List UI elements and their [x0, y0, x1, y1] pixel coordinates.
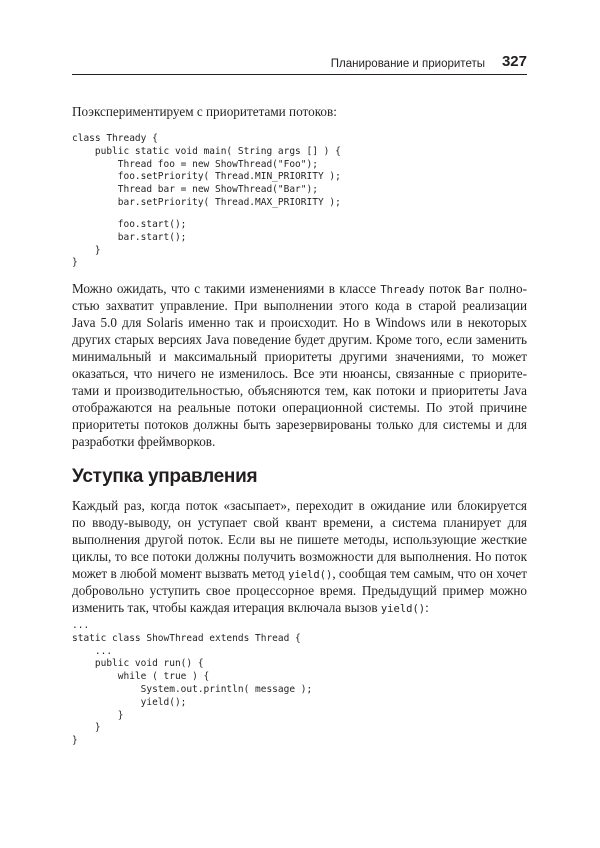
code-line: yield();: [72, 696, 187, 708]
body-paragraph-priorities: [72, 280, 527, 450]
section-heading: Уступка управления: [72, 466, 258, 487]
paragraph-line: выполнения другой поток. Если вы не пишете методы, использующие жесткие: [72, 532, 527, 547]
code-line: }: [72, 257, 78, 269]
code-line: }: [72, 709, 124, 721]
paragraph-line: изменить так, чтобы каждая итерация включала вызов yield():: [72, 600, 429, 615]
inline-code-bar: Bar: [465, 284, 485, 296]
code-line: Thread bar = new ShowThread("Bar");: [72, 184, 318, 196]
paragraph-line: разработки фреймворков.: [72, 434, 216, 449]
paragraph-line: оказаться, что ничего не изменилось. Все эти нюансы, связанные с приорите-: [72, 366, 527, 381]
code-line: bar.setPriority( Thread.MAX_PRIORITY );: [72, 196, 341, 208]
paragraph-line: тами и производительностью, объясняются тем, как потоки и приоритеты Java: [72, 383, 527, 398]
code-line: bar.start();: [72, 231, 187, 243]
paragraph-line: циклы, то все потоки должны получить возможности для выполнения. Но поток: [72, 549, 527, 564]
code-line: System.out.println( message );: [72, 683, 313, 695]
code-line: public static void main( String args [] ) {: [72, 145, 341, 157]
code-line: foo.setPriority( Thread.MIN_PRIORITY );: [72, 171, 341, 183]
intro-sentence: Поэкспериментируем с приоритетами потоков:: [72, 104, 337, 119]
code-line: public void run() {: [72, 658, 204, 670]
body-paragraph-yield: [72, 497, 527, 616]
code-line: }: [72, 722, 101, 734]
running-header-title: Планирование и приоритеты: [330, 58, 485, 70]
code-line: foo.start();: [72, 219, 187, 230]
paragraph-line: по вводу-выводу, он уступает свой квант времени, а система планирует для: [72, 515, 527, 530]
paragraph-line: Можно ожидать, что с такими изменениями в классе Thready поток Bar полно-: [72, 281, 527, 296]
running-header: [72, 53, 527, 75]
paragraph-line: добровольно уступить свое процессорное время. Предыдущий пример можно: [72, 583, 527, 598]
header-rule: [72, 74, 527, 75]
paragraph-line: Каждый раз, когда поток «засыпает», переходит в ожидание или блокируется: [72, 498, 527, 513]
code-line: static class ShowThread extends Thread {: [72, 632, 301, 644]
paragraph-line: отображаются на реальные потоки операционной системы. По этой причине: [72, 400, 527, 415]
code-line: class Thready {: [72, 133, 158, 144]
inline-code-yield: yield(): [380, 603, 426, 615]
paragraph-line: Java 5.0 для Solaris именно так и происходит. Но в Windows или в некоторых: [72, 315, 527, 330]
code-line: }: [72, 735, 78, 747]
code-line: while ( true ) {: [72, 671, 210, 683]
paragraph-line: может в любой момент вызвать метод yield(), сообщая тем самым, что он хочет: [72, 566, 527, 581]
code-line: ...: [72, 645, 113, 657]
code-listing-showthread: [72, 620, 312, 748]
page-number: 327: [501, 53, 527, 70]
paragraph-line: приоритеты потоков должны быть зарезервированы только для системы и для: [72, 417, 527, 432]
inline-code-thready: Thready: [380, 284, 425, 296]
code-line: ...: [72, 620, 90, 631]
paragraph-line: стью захватит управление. При выполнении этого кода в старой реализации: [72, 298, 527, 313]
code-line: }: [72, 244, 101, 256]
paragraph-line: минимальный и максимальный приоритеты другими значениями, то может: [72, 349, 527, 364]
inline-code-yield: yield(): [288, 569, 333, 581]
code-line: Thread foo = new ShowThread("Foo");: [72, 158, 318, 170]
code-listing-thready-part2: [72, 219, 186, 270]
code-listing-thready-part1: [72, 133, 341, 210]
paragraph-line: других старых версиях Java поведение будет другим. Кроме того, если заменить: [72, 332, 527, 347]
